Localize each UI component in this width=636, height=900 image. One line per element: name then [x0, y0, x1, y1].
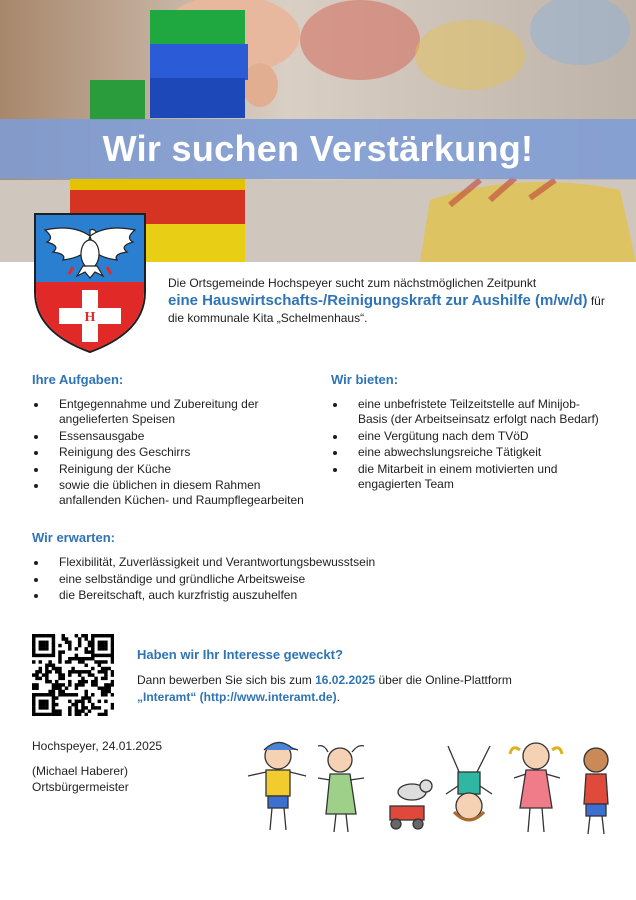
signer-name: (Michael Haberer): [32, 764, 129, 778]
list-item: die Mitarbeit in einem motivierten und engagierten Team: [331, 462, 606, 492]
children-illustration-icon: [240, 734, 620, 844]
list-item: sowie die üblichen in diesem Rahmen anfallenden Küchen- und Raumpflegearbeiten: [32, 478, 322, 508]
cta-heading: Haben wir Ihr Interesse geweckt?: [137, 647, 343, 662]
intro-text: [168, 276, 608, 326]
list-item: die Bereitschaft, auch kurzfristig auszuhelfen: [32, 588, 592, 603]
list-item: eine abwechslungsreiche Tätigkeit: [331, 445, 606, 460]
list-item: eine selbständige und gründliche Arbeitsweise: [32, 572, 592, 587]
page-title: Wir suchen Verstärkung!: [102, 128, 534, 169]
list-item: Entgegennahme und Zubereitung der angelieferten Speisen: [32, 397, 322, 427]
intro-line: Die Ortsgemeinde Hochspeyer sucht zum nächstmöglichen Zeitpunkt: [168, 276, 537, 290]
job-title: eine Hauswirtschafts-/Reinigungskraft zur Aushilfe (m/w/d): [168, 292, 588, 309]
list-item: Reinigung der Küche: [32, 462, 322, 477]
list-item: Flexibilität, Zuverlässigkeit und Verantwortungsbewusstsein: [32, 555, 592, 570]
erwarten-list: [32, 555, 592, 605]
place-date: Hochspeyer, 24.01.2025: [32, 739, 163, 753]
headline-banner: [0, 119, 636, 179]
list-item: eine unbefristete Teilzeitstelle auf Minijob-Basis (der Arbeitseinsatz erfolgt nach Bedarf): [331, 397, 606, 427]
qr-code-icon[interactable]: [32, 634, 114, 716]
signer-title: Ortsbürgermeister: [32, 780, 129, 794]
cta-text-before: Dann bewerben Sie sich bis zum: [137, 673, 316, 687]
aufgaben-heading: Ihre Aufgaben:: [32, 372, 124, 387]
list-item: Reinigung des Geschirrs: [32, 445, 322, 460]
list-item: Essensausgabe: [32, 429, 322, 444]
coat-of-arms-icon: [33, 212, 147, 354]
interamt-link[interactable]: „Interamt“ (http://www.interamt.de): [137, 690, 337, 704]
cta-text-middle: über die Online-Plattform: [375, 673, 512, 687]
aufgaben-list: [32, 397, 322, 510]
erwarten-heading: Wir erwarten:: [32, 530, 115, 545]
cta-text-end: .: [336, 690, 340, 704]
deadline-date: 16.02.2025: [315, 673, 376, 687]
bieten-list: [331, 397, 606, 493]
intro-kita-text: für die kommunale Kita „Schelmenhaus“.: [168, 294, 605, 325]
svg-text:H: H: [84, 310, 96, 325]
list-item: eine Vergütung nach dem TVöD: [331, 429, 606, 444]
bieten-heading: Wir bieten:: [331, 372, 399, 387]
cta-text: [137, 672, 607, 706]
